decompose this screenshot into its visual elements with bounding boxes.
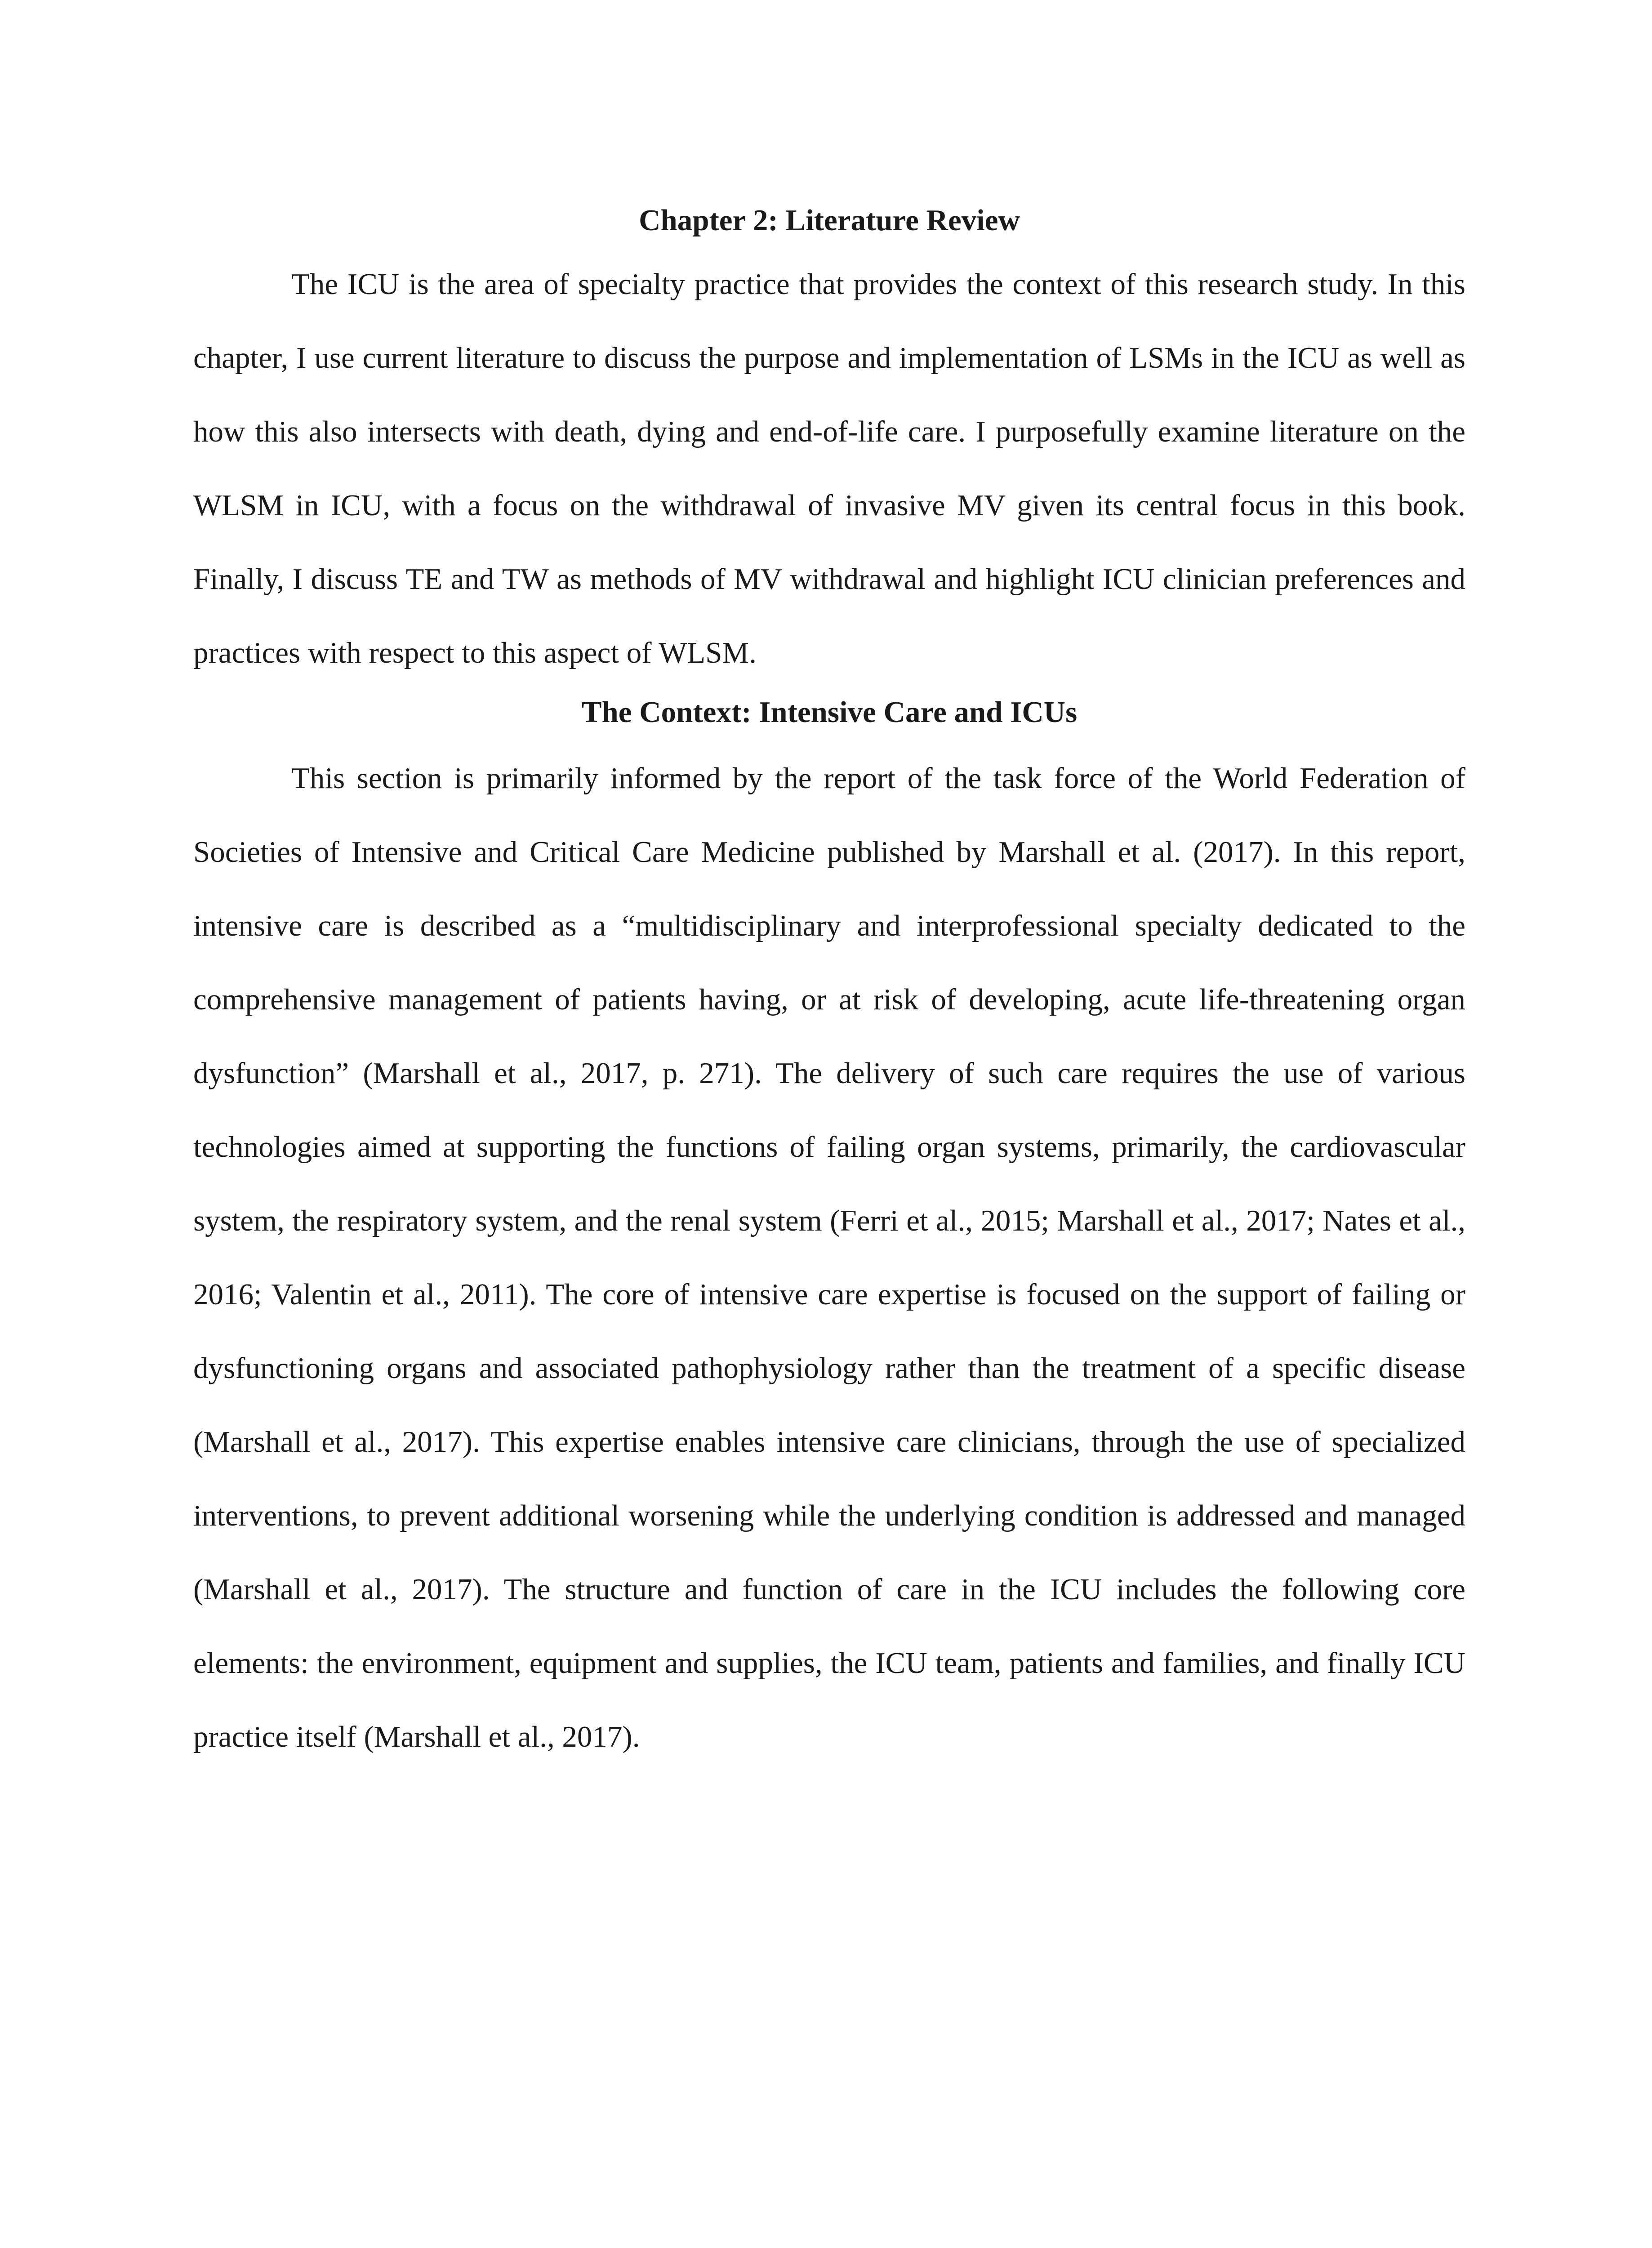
page-body <box>193 198 1465 1774</box>
section-heading: The Context: Intensive Care and ICUs <box>581 696 1078 729</box>
chapter-heading-container <box>193 198 1465 247</box>
paragraph-context: This section is primarily informed by the report of the task force of the World Federation of Societies of Intensive and Critical Care Medicine published by Marshall et al. (2017). In this report, intensive care is described as a “multidisciplinary and interprofessional specialty dedicated to the comprehensive management of patients having, or at risk of developing, acute life-threatening organ dysfunction” (Marshall et al., 2017, p. 271). The delivery of such care requires the use of various technologies aimed at supporting the functions of failing organ systems, primarily, the cardiovascular system, the respiratory system, and the renal system (Ferri et al., 2015; Marshall et al., 2017; Nates et al., 2016; Valentin et al., 2011). The core of intensive care expertise is focused on the support of failing or dysfunctioning organs and associated pathophysiology rather than the treatment of a specific disease (Marshall et al., 2017). This expertise enables intensive care clinicians, through the use of specialized interventions, to prevent additional worsening while the underlying condition is addressed and managed (Marshall et al., 2017). The structure and function of care in the ICU includes the following core elements: the environment, equipment and supplies, the ICU team, patients and families, and finally ICU practice itself (Marshall et al., 2017). <box>193 762 1465 1753</box>
section-heading-container <box>193 690 1465 741</box>
chapter-heading: Chapter 2: Literature Review <box>639 204 1020 237</box>
paragraph-intro: The ICU is the area of specialty practice that provides the context of this research study. In this chapter, I use current literature to discuss the purpose and implementation of LSMs in the ICU as well as how this also intersects with death, dying and end-of-life care. I purposefully examine literature on the WLSM in ICU, with a focus on the withdrawal of invasive MV given its central focus in this book. Finally, I discuss TE and TW as methods of MV withdrawal and highlight ICU clinician preferences and practices with respect to this aspect of WLSM. <box>193 268 1465 669</box>
